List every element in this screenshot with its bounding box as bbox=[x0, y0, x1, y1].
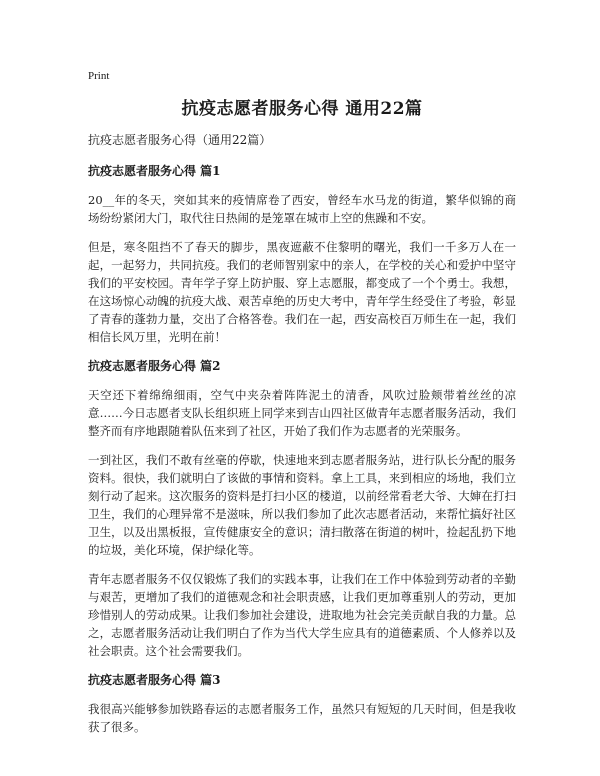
section-3 bbox=[88, 671, 516, 736]
document-page bbox=[88, 70, 516, 747]
section-heading: 抗疫志愿者服务心得 篇2 bbox=[88, 359, 221, 373]
section-heading: 抗疫志愿者服务心得 篇1 bbox=[88, 164, 221, 178]
section-1 bbox=[88, 162, 516, 346]
paragraph: 天空还下着绵绵细雨，空气中夹杂着阵阵泥土的清香，风吹过脸颊带着丝丝的凉意……今日志愿者支队长组织班上同学来到吉山四社区做青年志愿者服务活动，我们整齐而有序地跟随着队伍来到了社区，开始了我们作为志愿者的光荣服务。 bbox=[88, 388, 516, 438]
section-2 bbox=[88, 357, 516, 660]
paragraph: 我很高兴能够参加铁路春运的志愿者服务工作，虽然只有短短的几天时间，但是我收获了很多。 bbox=[88, 702, 516, 734]
section-heading: 抗疫志愿者服务心得 篇3 bbox=[88, 673, 221, 687]
paragraph: 青年志愿者服务不仅仅锻炼了我们的实践本事，让我们在工作中体验到劳动者的辛勤与艰苦，更增加了我们的道德观念和社会职责感，让我们更加尊重别人的劳动，更加珍惜别人的劳动成果。让我们参加社会建设，进取地为社会完美贡献自我的力量。总之，志愿者服务活动让我们明白了作为当代大学生应具有的道德素质、个人修养以及社会职责。这个社会需要我们。 bbox=[88, 572, 516, 658]
paragraph: 一到社区，我们不敢有丝毫的停歇，快速地来到志愿者服务站，进行队长分配的服务资料。很快，我们就明白了该做的事情和资料。拿上工具，来到相应的场地，我们立刻行动了起来。这次服务的资料是打扫小区的楼道，以前经常看老大爷、大婶在打扫卫生，我们的心理异常不是滋味，所以我们参加了此次志愿者活动，来帮忙搞好社区卫生，以及出黑板报，宣传健康安全的意识；清扫散落在街道的树叶，捡起乱扔下地的垃圾，美化环境，保护绿化等。 bbox=[88, 453, 516, 557]
print-label: Print bbox=[88, 70, 110, 82]
document-title: 抗疫志愿者服务心得 通用22篇 bbox=[181, 99, 423, 119]
paragraph: 20__年的冬天，突如其来的疫情席卷了西安，曾经车水马龙的街道，繁华似锦的商场纷纷紧闭大门，取代往日热闹的是笼罩在城市上空的焦躁和不安。 bbox=[88, 193, 516, 225]
paragraph: 但是，寒冬阻挡不了春天的脚步，黑夜遮蔽不住黎明的曙光，我们一千多万人在一起，一起努力，共同抗疫。我们的老师智别家中的亲人，在学校的关心和爱护中坚守我们的平安校园。青年学子穿上防护服、穿上志愿服，都变成了一个个勇士。我想，在这场惊心动魄的抗疫大战、艰苦卓绝的历史大考中，青年学生经受住了考验，彰显了青春的蓬勃力量，交出了合格答卷。我们在一起，西安高校百万师生在一起，我们相信长风万里，光明在前！ bbox=[88, 240, 516, 344]
document-subtitle: 抗疫志愿者服务心得（通用22篇） bbox=[88, 133, 272, 147]
